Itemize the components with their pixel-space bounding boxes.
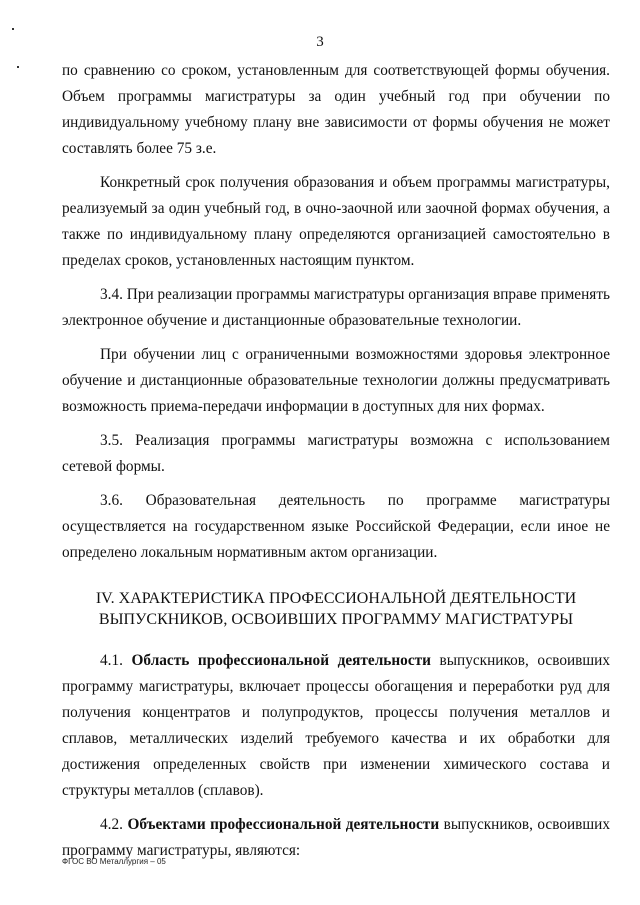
section-heading-line1: IV. ХАРАКТЕРИСТИКА ПРОФЕССИОНАЛЬНОЙ ДЕЯТЕЛЬНОСТИ — [95, 590, 577, 607]
paragraph-text: выпускников, освоивших программу магистратуры, включает процессы обогащения и переработки руд для получения концентратов и полупродуктов, процессы получения металлов и сплавов, металлических изделий требуемого качества и их обработки для достижения определенных свойств при изменении химического состава и структуры металлов (сплавов). — [62, 652, 610, 799]
paragraph: Конкретный срок получения образования и объем программы магистратуры, реализуемый за один учебный год, в очно-заочной или заочной формах обучения, а также по индивидуальному плану определяются организацией самостоятельно в пределах сроков, установленных настоящим пунктом. — [62, 174, 610, 269]
paragraph-3-4: 3.4. При реализации программы магистратуры организация вправе применять электронное обучение и дистанционные образовательные технологии. — [62, 286, 610, 329]
bold-term: Объектами профессиональной деятельности — [127, 816, 440, 833]
scan-mark — [17, 66, 19, 68]
page-number: 3 — [316, 34, 324, 50]
paragraph-3-6: 3.6. Образовательная деятельность по программе магистратуры осуществляется на государственном языке Российской Федерации, если иное не определено локальным нормативным актом организации. — [62, 492, 610, 561]
footer-label: ФГОС ВО Металлургия – 05 — [62, 857, 166, 866]
bold-term: Область профессиональной деятельности — [131, 652, 431, 669]
paragraph-continuation: по сравнению со сроком, установленным для соответствующей формы обучения. Объем программы магистратуры за один учебный год при обучении по индивидуальному учебному плану вне зависимости от формы обучения не может составлять более 75 з.е. — [62, 62, 610, 157]
paragraph-text: выпускников, освоивших программу магистратуры, являются: — [62, 816, 610, 859]
scan-mark — [12, 28, 14, 30]
clause-number: 4.1. — [100, 652, 123, 669]
paragraph: При обучении лиц с ограниченными возможностями здоровья электронное обучение и дистанционные образовательные технологии должны предусматривать возможность приема-передачи информации в доступных для них формах. — [62, 346, 610, 415]
paragraph-3-5: 3.5. Реализация программы магистратуры возможна с использованием сетевой формы. — [62, 432, 610, 475]
document-body — [62, 58, 610, 864]
clause-number: 4.2. — [100, 816, 123, 833]
paragraph-4-1 — [62, 648, 610, 804]
section-heading — [62, 588, 610, 630]
section-heading-line2: ВЫПУСКНИКОВ, ОСВОИВШИХ ПРОГРАММУ МАГИСТРАТУРЫ — [98, 611, 574, 628]
